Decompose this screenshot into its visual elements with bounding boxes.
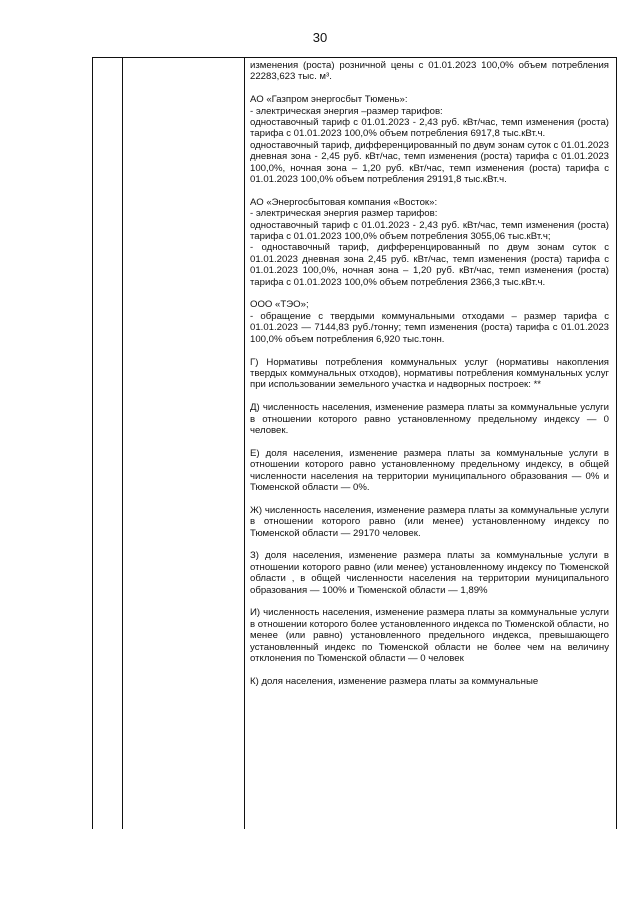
page-number: 30 [312,30,328,45]
table-column-label [123,58,245,829]
paragraph-d-population: Д) численность населения, изменение размера платы за коммунальные услуги в отношении которого равно установленному предельному индексу — 0 человек. [250,402,609,436]
paragraph-zh-population: Ж) численность населения, изменение размера платы за коммунальные услуги в отношении которого равно (или менее) установленному индексу по Тюменской области — 29170 человек. [250,504,609,539]
document-table [92,57,617,829]
paragraph-g-norms: Г) Нормативы потребления коммунальных услуг (нормативы накопления твердых коммунальных отходов), нормативы потребления коммунальных услуг при использовании земельного участка и надворных построек: ** [250,356,609,391]
paragraph-gazprom-energosbyt: АО «Газпром энергосбыт Тюмень»: - электрическая энергия –размер тарифов: одноставочный тариф с 01.01.2023 - 2,43 руб. кВт/час, темп изменения (роста) тарифа с 01.01.2023 100,0% объем потребления 6917,8 тыс.кВт.ч. одноставочный тариф, дифференцированный по двум зонам суток с 01.01.2023 дневная зона - 2,45 руб. кВт/час, темп изменения (роста) тарифа с 01.01.2023 100,0%, ночная зона – 1,20 руб. кВт/час, темп изменения (роста) тарифа с 01.01.2023 100,0% объем потребления 29191,8 тыс.кВт.ч. [250,94,609,186]
paragraph-i-population: И) численность населения, изменение размера платы за коммунальные услуги в отношении которого более установленного индекса по Тюменской области, но менее (или равно) установленного предельного индекса, превышающего установленный индекс по Тюменской области не более чем на величину отклонения по Тюменской области — 0 человек [250,607,609,664]
paragraph-z-share: З) доля населения, изменение размера платы за коммунальные услуги в отношении которого равно (или менее) установленному индексу по Тюменской области , в общей численности населения на территории муниципального образования — 100% и Тюменской области — 1,89% [250,550,609,596]
paragraph-e-share: Е) доля населения, изменение размера платы за коммунальные услуги в отношении которого равно установленному предельному индексу, в общей численности населения на территории муниципального образования — 0% и Тюменской области — 0%. [250,447,609,493]
paragraph-gas-price-continued: изменения (роста) розничной цены с 01.01.2023 100,0% объем потребления 22283,623 тыс. м³. [250,60,609,83]
paragraph-k-share: К) доля населения, изменение размера платы за коммунальные [250,675,539,687]
paragraph-teo: ООО «ТЭО»; - обращение с твердыми коммунальными отходами – размер тарифа с 01.01.2023 — 7144,83 руб./тонну; темп изменения (роста) тарифа с 01.01.2023 100,0% объем потребления 6,920 тыс.тонн. [250,299,609,345]
paragraph-energosbyt-vostok: АО «Энергосбытовая компания «Восток»: - электрическая энергия размер тарифов: одноставочный тариф с 01.01.2023 - 2,43 руб. кВт/час, темп изменения (роста) тарифа с 01.01.2023 100,0% объем потребления 3055,06 тыс.кВт.ч; - одноставочный тариф, дифференцированный по двум зонам суток с 01.01.2023 дневная зона 2,45 руб. кВт/час, темп изменения (роста) тарифа с 01.01.2023 100,0%, ночная зона – 1,20 руб. кВт/час, темп изменения (роста) тарифа с 01.01.2023 100,0% объем потребления 2366,3 тыс.кВт.ч. [250,196,609,288]
table-column-content [245,58,616,829]
table-column-number [93,58,123,829]
